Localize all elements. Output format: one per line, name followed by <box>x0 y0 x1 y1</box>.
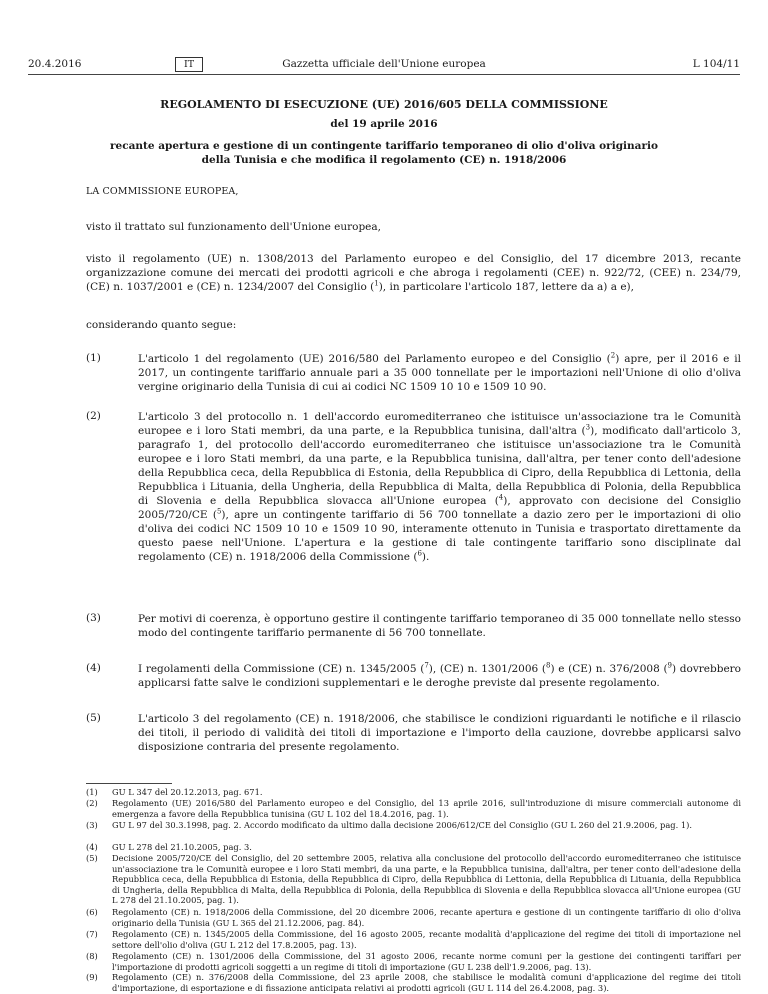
regulation-date: del 19 aprile 2016 <box>330 118 438 130</box>
footnote <box>86 842 741 853</box>
footnote-number: (1) <box>86 787 98 797</box>
footnote-divider <box>86 783 172 784</box>
footnote-text: GU L 347 del 20.12.2013, pag. 671. <box>112 787 263 797</box>
footnote-text: Regolamento (CE) n. 376/2008 della Commissione, del 23 aprile 2008, che stabilisce le modalità comuni d'applicazione del regime dei titoli d'importazione, di esportazione e di fissazione anticipata relativi ai prodotti agricoli (GU L 114 del 26.4.2008, pag. 3). <box>112 972 741 993</box>
regulation-title: REGOLAMENTO DI ESECUZIONE (UE) 2016/605 DELLA COMMISSIONE <box>160 98 608 111</box>
recital-text: L'articolo 1 del regolamento (UE) 2016/580 del Parlamento europeo e del Consiglio ($^2$) apre, per il 2016 e il 2017, un contingente tariffario annuale pari a 35 000 tonnellate per le importazioni nell'Unione di olio d'oliva vergine originario della Tunisia di cui ai codici NC 1509 10 10 e 1509 10 90. <box>138 351 742 393</box>
footnote-text: Regolamento (UE) 2016/580 del Parlamento europeo e del Consiglio, del 13 aprile 2016, sull'introduzione di misure commerciali autonome di emergenza a favore della Repubblica tunisina (GU L 102 del 18.4.2016, pag. 1). <box>112 798 741 819</box>
footnote <box>86 787 741 798</box>
journal-header <box>28 58 740 74</box>
recital-number: (4) <box>86 662 101 674</box>
commission-heading: LA COMMISSIONE EUROPEA, <box>86 186 239 197</box>
footnote-number: (3) <box>86 820 98 830</box>
footnote-text: Regolamento (CE) n. 1918/2006 della Commissione, del 20 dicembre 2006, recante apertura e gestione di un contingente tariffario di olio d'oliva originario della Tunisia (GU L 365 del 21.12.2006, pag. 84). <box>112 907 741 928</box>
footnote <box>86 907 741 928</box>
footnote-number: (4) <box>86 842 98 852</box>
regulation-subject: recante apertura e gestione di un contingente tariffario temporaneo di olio d'oliva originario della Tunisia e che modifica il regolamento (CE) n. 1918/2006 <box>109 140 658 166</box>
footnote-text: Regolamento (CE) n. 1301/2006 della Commissione, del 31 agosto 2006, recante norme comuni per la gestione dei contingenti tariffari per l'importazione di prodotti agricoli soggetti a un regime di titoli di importazione (GU L 238 dell'1.9.2006, pag. 13). <box>112 951 741 972</box>
header-date: 20.4.2016 <box>28 58 82 70</box>
recital-number: (2) <box>86 410 101 422</box>
recital-text: L'articolo 3 del protocollo n. 1 dell'accordo euromediterraneo che istituisce un'associazione tra le Comunità europee e i loro Stati membri, da una parte, e la Repubblica tunisina, dall'altra ($^3$), modificato dall'articolo 3, paragrafo 1, del protocollo dell'accordo euromediterraneo che istituisce un'associazione tra le Comunità europee e i loro Stati membri, da una parte, e la Repubblica tunisina, dall'altra, per tener conto dell'adesione della Repubblica ceca, della Repubblica di Estonia, della Repubblica di Cipro, della Repubblica di Lettonia, della Repubblica i Lituania, della Ungheria, della Repubblica di Malta, della Repubblica di Polonia, della Repubblica di Slovenia e della Repubblica slovacca all'Unione europea ($^4$), approvato con decisione del Consiglio 2005/720/CE ($^5$), apre un contingente tariffario di 56 700 tonnellate a dazio zero per le importazioni di olio d'oliva dei codici NC 1509 10 10 e 1509 10 90, interamente ottenuto in Tunisia e trasportato direttamente da questo paese nell'Unione. L'apertura e la gestione di tale contingente tariffario sono disciplinate dal regolamento (CE) n. 1918/2006 della Commissione ($^6$). <box>138 411 741 563</box>
recital-text: I regolamenti della Commissione (CE) n. 1345/2005 ($^7$), (CE) n. 1301/2006 ($^8$) e (CE) n. 376/2008 ($^9$) dovrebbero applicarsi fatte salve le condizioni supplementari e le deroghe previste dal presente regolamento. <box>138 661 741 689</box>
footnote <box>86 798 741 819</box>
footnote-number: (6) <box>86 907 98 917</box>
footnote-text: Regolamento (CE) n. 1345/2005 della Commissione, del 16 agosto 2005, recante modalità d'applicazione del regime dei titoli di importazione nel settore dell'olio d'oliva (GU L 212 del 17.8.2005, pag. 13). <box>112 929 741 950</box>
footnote <box>86 929 741 950</box>
citation-regulation <box>86 252 741 294</box>
footnote-number: (2) <box>86 798 98 808</box>
footnote-text: GU L 278 del 21.10.2005, pag. 3. <box>112 842 252 852</box>
footnote-number: (9) <box>86 972 98 982</box>
footnote-number: (8) <box>86 951 98 961</box>
page-number: L 104/11 <box>692 58 740 70</box>
header-divider <box>28 74 740 75</box>
footnote-number: (5) <box>86 853 98 863</box>
recital-text: Per motivi di coerenza, è opportuno gestire il contingente tariffario temporaneo di 35 000 tonnellate nello stesso modo del contingente tariffario permanente di 56 700 tonnellate. <box>138 613 741 639</box>
footnote <box>86 820 741 831</box>
citation-regulation-text: visto il regolamento (UE) n. 1308/2013 del Parlamento europeo e del Consiglio, del 17 dicembre 2013, recante organizzazione comune dei mercati dei prodotti agricoli e che abroga i regolamenti (CEE) n. 922/72, (CEE) n. 234/79, (CE) n. 1037/2001 e (CE) n. 1234/2007 del Consiglio ($^1$), in particolare l'articolo 187, lettere da a) a e), <box>86 253 741 293</box>
language-badge: IT <box>175 57 203 72</box>
footnote <box>86 853 741 906</box>
recital-number: (3) <box>86 612 101 624</box>
considerando-heading: considerando quanto segue: <box>86 319 237 331</box>
footnote <box>86 972 741 993</box>
footnote-text: Decisione 2005/720/CE del Consiglio, del 20 settembre 2005, relativa alla conclusione del protocollo dell'accordo euromediterraneo che istituisce un'associazione tra le Comunità europee e i loro Stati membri, da una parte, e la Repubblica tunisina, dall'altra, per tener conto dell'adesione della Repubblica ceca, della Repubblica di Estonia, della Repubblica di Cipro, della Repubblica di Lettonia, della Repubblica di Lituania, della Repubblica di Ungheria, della Repubblica di Malta, della Repubblica di Polonia, della Repubblica di Slovenia e della Repubblica slovacca all'Unione europea (GU L 278 del 21.10.2005, pag. 1). <box>112 853 742 906</box>
recital-text: L'articolo 3 del regolamento (CE) n. 1918/2006, che stabilisce le condizioni riguardanti le notifiche e il rilascio dei titoli, il periodo di validità dei titoli di importazione e l'importo della cauzione, dovrebbe applicarsi salvo disposizione contraria del presente regolamento. <box>138 713 741 753</box>
footnote <box>86 951 741 972</box>
footnote-number: (7) <box>86 929 98 939</box>
citation-treaty: visto il trattato sul funzionamento dell'Unione europea, <box>86 221 381 233</box>
recital-number: (1) <box>86 352 101 364</box>
journal-title: Gazzetta ufficiale dell'Unione europea <box>282 58 486 70</box>
recital-number: (5) <box>86 712 101 724</box>
footnote-text: GU L 97 del 30.3.1998, pag. 2. Accordo modificato da ultimo dalla decisione 2006/612/CE del Consiglio (GU L 260 del 21.9.2006, pag. 1). <box>112 820 693 830</box>
